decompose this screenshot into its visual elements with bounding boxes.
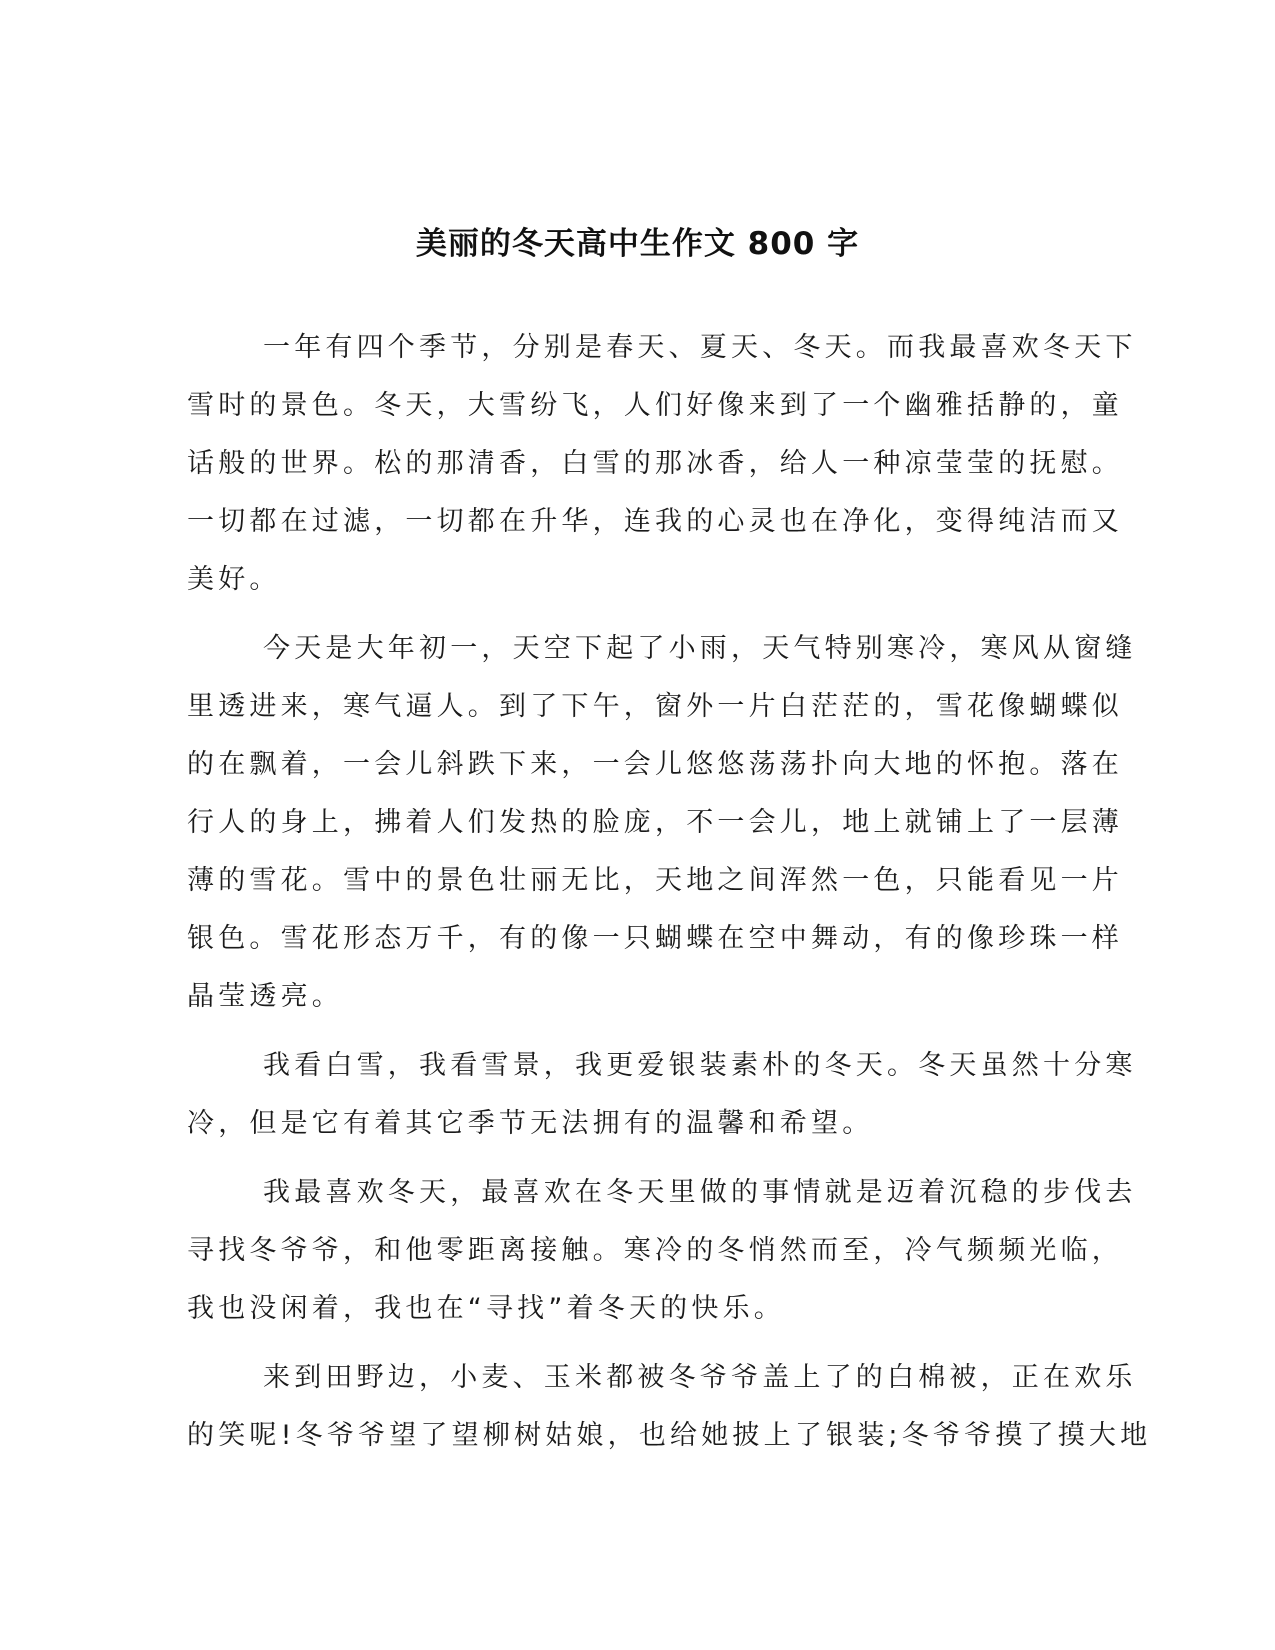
text-line: 的笑呢!冬爷爷望了望柳树姑娘，也给她披上了银装;冬爷爷摸了摸大地 (187, 1420, 1152, 1451)
document-body (187, 319, 1152, 1465)
text-line: 话般的世界。松的那清香，白雪的那冰香，给人一种凉莹莹的抚慰。 (187, 448, 1123, 479)
text-line: 的在飘着，一会儿斜跌下来，一会儿悠悠荡荡扑向大地的怀抱。落在 (187, 749, 1123, 780)
text-line: 行人的身上，拂着人们发热的脸庞，不一会儿，地上就铺上了一层薄 (187, 807, 1123, 838)
text-line: 里透进来，寒气逼人。到了下午，窗外一片白茫茫的，雪花像蝴蝶似 (187, 691, 1123, 722)
text-line: 美好。 (187, 564, 281, 595)
paragraph-2 (187, 620, 1137, 1026)
paragraph-1 (187, 319, 1137, 609)
text-line: 我看白雪，我看雪景，我更爱银装素朴的冬天。冬天虽然十分寒 (263, 1050, 1137, 1081)
text-line: 一切都在过滤，一切都在升华，连我的心灵也在净化，变得纯洁而又 (187, 506, 1123, 537)
document-title: 美丽的冬天高中生作文 800 字 (415, 225, 860, 262)
text-line: 来到田野边，小麦、玉米都被冬爷爷盖上了的白棉被，正在欢乐 (263, 1362, 1137, 1393)
text-line: 晶莹透亮。 (187, 981, 343, 1012)
text-line: 银色。雪花形态万千，有的像一只蝴蝶在空中舞动，有的像珍珠一样 (187, 923, 1123, 954)
paragraph-5 (187, 1349, 1152, 1465)
text-line: 一年有四个季节，分别是春天、夏天、冬天。而我最喜欢冬天下 (263, 332, 1137, 363)
text-line: 寻找冬爷爷，和他零距离接触。寒冷的冬悄然而至，冷气频频光临， (187, 1235, 1123, 1266)
paragraph-3 (187, 1037, 1137, 1153)
text-line: 雪时的景色。冬天，大雪纷飞，人们好像来到了一个幽雅括静的，童 (187, 390, 1123, 421)
text-line: 我最喜欢冬天，最喜欢在冬天里做的事情就是迈着沉稳的步伐去 (263, 1177, 1137, 1208)
text-line: 冷，但是它有着其它季节无法拥有的温馨和希望。 (187, 1108, 874, 1139)
text-line: 今天是大年初一，天空下起了小雨，天气特别寒冷，寒风从窗缝 (263, 633, 1137, 664)
text-line: 薄的雪花。雪中的景色壮丽无比，天地之间浑然一色，只能看见一片 (187, 865, 1123, 896)
text-line: 我也没闲着，我也在“寻找”着冬天的快乐。 (187, 1293, 785, 1324)
paragraph-4 (187, 1164, 1137, 1338)
